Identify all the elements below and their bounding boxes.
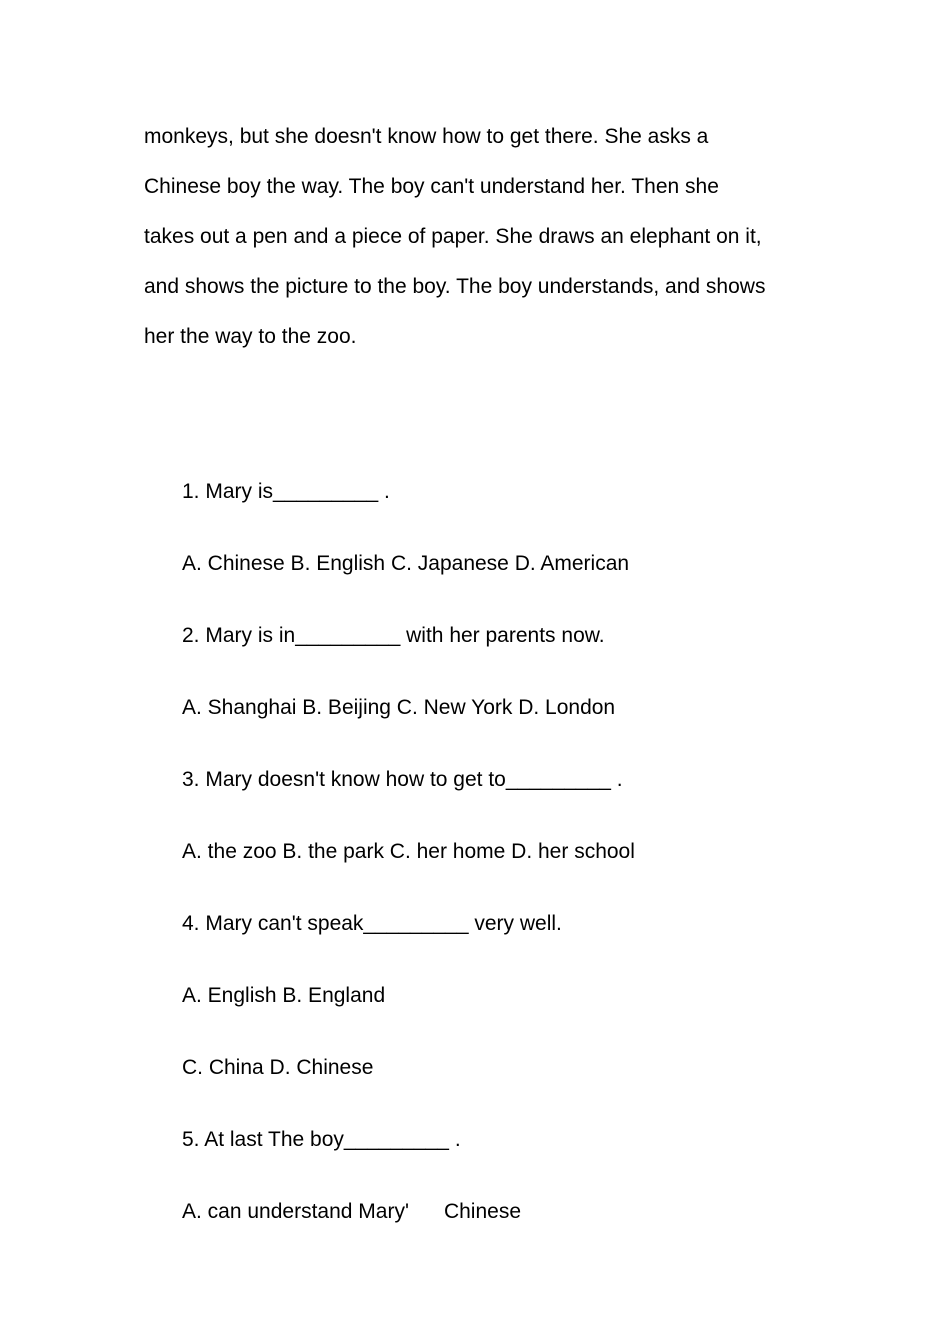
question-4-options-ab: A. English B. England bbox=[182, 984, 386, 1007]
question-5-option-a: A. can understand Mary' Chinese bbox=[182, 1200, 522, 1223]
question-4: 4. Mary can't speak_________ very well. bbox=[182, 912, 562, 935]
question-4-options-cd: C. China D. Chinese bbox=[182, 1056, 374, 1079]
passage-line: and shows the picture to the boy. The boy understands, and shows bbox=[144, 275, 766, 298]
question-2-options: A. Shanghai B. Beijing C. New York D. London bbox=[182, 696, 616, 719]
passage-line: her the way to the zoo. bbox=[144, 325, 357, 348]
question-3-options: A. the zoo B. the park C. her home D. her school bbox=[182, 840, 635, 863]
question-2: 2. Mary is in_________ with her parents now. bbox=[182, 624, 605, 647]
passage-line: monkeys, but she doesn't know how to get there. She asks a bbox=[144, 125, 709, 148]
question-5: 5. At last The boy_________ . bbox=[182, 1128, 461, 1151]
passage-line: Chinese boy the way. The boy can't understand her. Then she bbox=[144, 175, 719, 198]
question-1-options: A. Chinese B. English C. Japanese D. American bbox=[182, 552, 630, 575]
passage-line: takes out a pen and a piece of paper. She draws an elephant on it, bbox=[144, 225, 762, 248]
reading-passage bbox=[144, 112, 844, 362]
question-3: 3. Mary doesn't know how to get to_________ . bbox=[182, 768, 623, 791]
question-list bbox=[182, 456, 882, 1248]
question-1: 1. Mary is_________ . bbox=[182, 480, 390, 503]
